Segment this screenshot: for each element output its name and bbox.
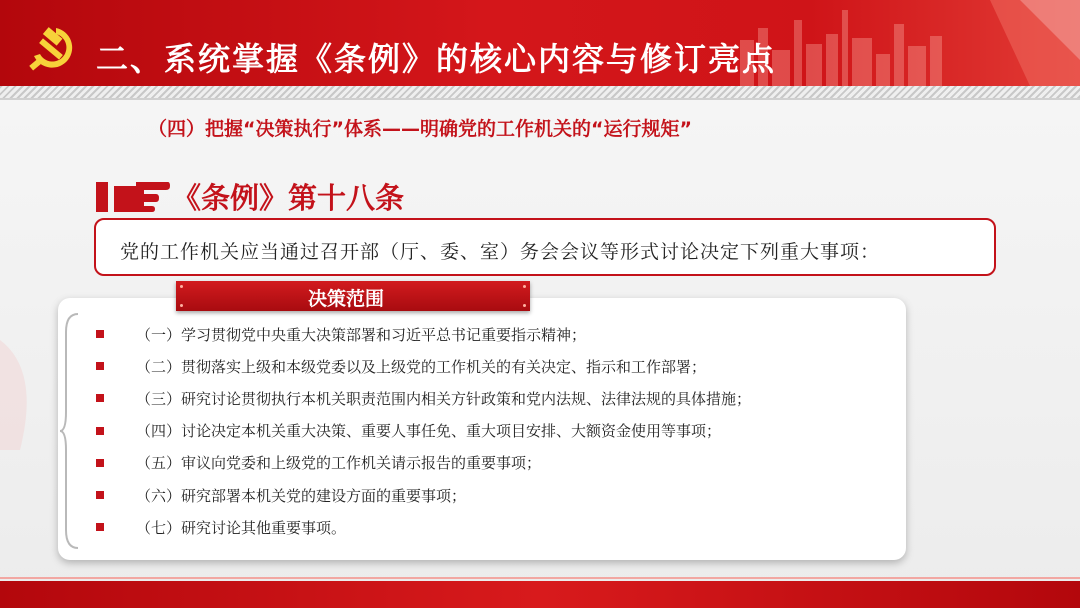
tab-rivet bbox=[180, 304, 183, 307]
header-corner-bevel bbox=[970, 0, 1080, 86]
intro-text: 党的工作机关应当通过召开部（厅、委、室）务会会议等形式讨论决定下列重大事项： bbox=[120, 241, 881, 263]
article-title: 《条例》第十八条 bbox=[172, 181, 405, 215]
square-bullet-icon bbox=[96, 427, 104, 435]
pointing-hand-icon bbox=[96, 178, 170, 214]
tab-rivet bbox=[180, 285, 183, 288]
tab-rivet bbox=[523, 285, 526, 288]
list-item-text: （六）研究部署本机关党的建设方面的重要事项； bbox=[136, 486, 467, 505]
footer-accent-line bbox=[0, 577, 1080, 579]
hammer-sickle-icon bbox=[26, 22, 80, 76]
header-divider bbox=[0, 98, 1080, 100]
tab-rivet bbox=[523, 304, 526, 307]
square-bullet-icon bbox=[96, 394, 104, 402]
list-item-text: （一）学习贯彻党中央重大决策部署和习近平总书记重要指示精神； bbox=[136, 325, 587, 344]
list-item bbox=[96, 382, 751, 414]
decision-scope-list bbox=[96, 318, 751, 543]
list-item bbox=[96, 415, 751, 447]
list-item bbox=[96, 511, 751, 543]
square-bullet-icon bbox=[96, 330, 104, 338]
square-bullet-icon bbox=[96, 459, 104, 467]
list-item bbox=[96, 350, 751, 382]
list-item bbox=[96, 479, 751, 511]
header-hatch-stripe bbox=[0, 86, 1080, 98]
list-item-text: （七）研究讨论其他重要事项。 bbox=[136, 518, 347, 537]
scope-label: 决策范围 bbox=[308, 288, 385, 310]
list-item-text: （二）贯彻落实上级和本级党委以及上级党的工作机关的有关决定、指示和工作部署； bbox=[136, 357, 707, 376]
section-subtitle: （四）把握“决策执行”体系——明确党的工作机关的“运行规矩” bbox=[148, 118, 692, 140]
list-item bbox=[96, 318, 751, 350]
square-bullet-icon bbox=[96, 362, 104, 370]
page-title: 二、系统掌握《条例》的核心内容与修订亮点 bbox=[96, 40, 777, 78]
list-item bbox=[96, 447, 751, 479]
footer-bar bbox=[0, 581, 1080, 608]
list-item-text: （五）审议向党委和上级党的工作机关请示报告的重要事项； bbox=[136, 454, 542, 473]
list-item-text: （四）讨论决定本机关重大决策、重要人事任免、重大项目安排、大额资金使用等事项； bbox=[136, 422, 722, 441]
list-item-text: （三）研究讨论贯彻执行本机关职责范围内相关方针政策和党内法规、法律法规的具体措施； bbox=[136, 389, 752, 408]
square-bullet-icon bbox=[96, 523, 104, 531]
curly-brace bbox=[60, 312, 80, 550]
square-bullet-icon bbox=[96, 491, 104, 499]
